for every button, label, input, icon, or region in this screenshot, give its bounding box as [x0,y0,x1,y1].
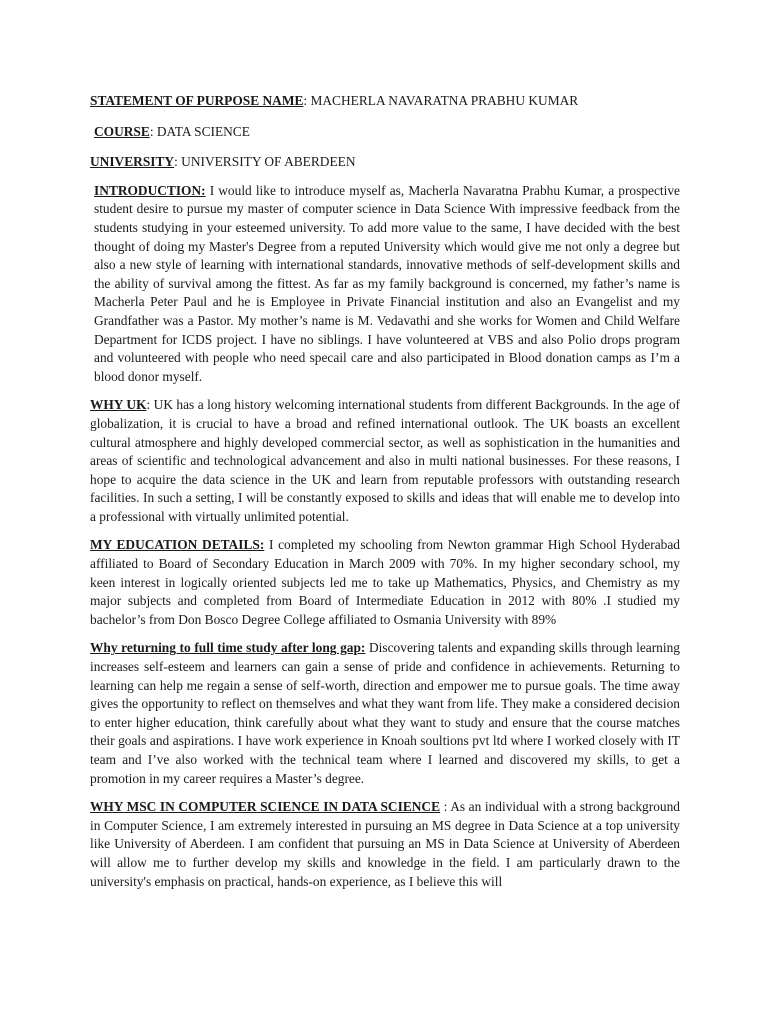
education-heading: MY EDUCATION DETAILS: [90,537,265,553]
education-paragraph [90,536,680,629]
document-page [90,92,680,901]
sop-label: STATEMENT OF PURPOSE NAME [90,93,304,108]
study-gap-paragraph [90,639,680,788]
name-line [90,92,680,111]
why-uk-heading: WHY UK [90,397,147,413]
university-line [90,153,680,172]
course-value: : DATA SCIENCE [149,123,250,139]
course-line [90,123,680,142]
introduction-paragraph [90,182,680,387]
introduction-body: I would like to introduce myself as, Macherla Navaratna Prabhu Kumar, a prospective student desire to pursue my master of computer science in Data Science With impressive feedback from the students studying in your esteemed university. To add more value to the same, I have decided with the best thought of doing my Master's Degree from a reputed University which would give me not only a degree but also a new style of learning with international standards, innovative methods of self-development skills and the ability of survival among the fittest. As far as my family background is concerned, my father’s name is Macherla Peter Paul and he is Employee in Private Financial institution and also an Evangelist and my Grandfather was a Pastor. My mother’s name is M. Vedavathi and she works for Women and Child Welfare Department for ICDS project. I have no siblings. I have volunteered at VBS and also Polio drops program and volunteered with people who need specail care and also participated in Blood donation camps as I’m a blood donor myself. [94,182,680,384]
study-gap-body: Discovering talents and expanding skills through learning increases self-esteem and learners can gain a sense of pride and confidence in achievements. Returning to learning can help me regain a sense of self-worth, direction and empower me to pursue goals. The time away gives the opportunity to reflect on themselves and what they want from life. They make a considered decision to enter higher education, think carefully about what they want to study and ensure that the course matches their goals and aspirations. I have work experience in Knoah soultions pvt ltd where I worked closely with IT team and I’ve also worked with the technical team where I learned and discovered my skills, to get a promotion in my career requires a Master’s degree. [90,640,680,786]
why-uk-body: : UK has a long history welcoming international students from different Backgrounds. In the age of globalization, it is crucial to have a broad and refined international outlook. The UK boasts an excellent cultural atmosphere and highly developed commercial sector, as well as sophistication in the humanities and areas of scientific and technological advancement and also in multi national businesses. For these reasons, I hope to acquire the data science in the UK and learn from reputable professors with outstanding research facilities. In such a setting, I will be constantly exposed to skills and ideas that will enable me to develop into a professional with virtually unlimited potential. [90,397,680,524]
university-label: UNIVERSITY [90,154,175,170]
why-msc-paragraph [90,798,680,891]
name-value: : MACHERLA NAVARATNA PRABHU KUMAR [303,93,579,108]
course-label: COURSE [94,123,150,139]
university-value: : UNIVERSITY OF ABERDEEN [174,154,356,170]
study-gap-heading: Why returning to full time study after long gap: [90,640,366,656]
why-msc-body: : As an individual with a strong background in Computer Science, I am extremely interested in pursuing an MS degree in Data Science at a top university like University of Aberdeen. I am confident that pursuing an MS in Data Science at University of Aberdeen will allow me to further develop my skills and knowledge in the field. I am particularly drawn to the university's emphasis on practical, hands-on experience, as I believe this will [90,799,680,889]
why-msc-heading: WHY MSC IN COMPUTER SCIENCE IN DATA SCIENCE [90,799,441,815]
introduction-heading: INTRODUCTION: [94,182,206,198]
why-uk-paragraph [90,396,680,526]
education-body: I completed my schooling from Newton grammar High School Hyderabad affiliated to Board of Secondary Education in March 2009 with 70%. In my higher secondary school, my keen interest in logically oriented subjects led me to take up Mathematics, Physics, and Chemistry as my major subjects and completed from Board of Intermediate Education in 2012 with 80% .I studied my bachelor’s from Don Bosco Degree College affiliated to Osmania University with 89% [90,537,680,627]
